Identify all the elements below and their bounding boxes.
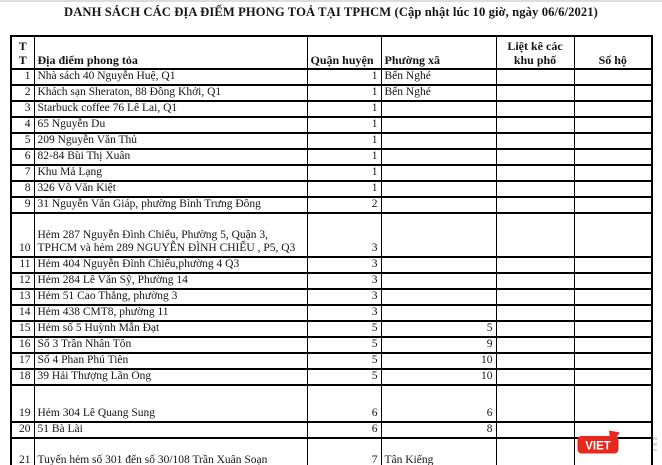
cell-ward: Bến Nghé	[381, 69, 496, 85]
cell-tt: 17	[11, 353, 34, 369]
table-row	[11, 369, 652, 385]
table-row	[11, 101, 652, 117]
cell-ward: 10	[381, 353, 496, 369]
table-row	[11, 305, 652, 321]
scan-artifact-right	[653, 437, 657, 451]
cell-households	[574, 197, 652, 213]
cell-ward	[381, 257, 496, 273]
cell-district: 3	[307, 273, 381, 289]
header-blocks: Liệt kê các khu phố	[496, 36, 574, 69]
cell-tt: 6	[11, 149, 34, 165]
cell-location: 51 Bà Lài	[34, 422, 307, 438]
cell-tt: 20	[11, 422, 34, 438]
cell-tt: 5	[11, 133, 34, 149]
table-row	[11, 85, 652, 101]
cell-ward: 10	[381, 369, 496, 385]
cell-households	[574, 273, 652, 289]
cell-district: 6	[307, 422, 381, 438]
viet-logo-text: VIET	[585, 440, 611, 453]
cell-district: 1	[307, 133, 381, 149]
cell-ward	[381, 165, 496, 181]
cell-blocks	[496, 422, 574, 438]
cell-location: 82-84 Bùi Thị Xuân	[34, 149, 307, 165]
cell-blocks	[496, 257, 574, 273]
cell-location: Hẻm 404 Nguyễn Đình Chiểu,phường 4 Q3	[34, 257, 307, 273]
cell-ward	[381, 305, 496, 321]
lockdown-locations-table	[10, 35, 653, 465]
table-row	[11, 385, 652, 422]
cell-district: 5	[307, 369, 381, 385]
cell-households	[574, 321, 652, 337]
cell-location: 65 Nguyễn Du	[34, 117, 307, 133]
header-location: Địa điểm phong tỏa	[34, 36, 307, 69]
cell-district: 3	[307, 305, 381, 321]
viet-logo-graphic	[577, 429, 625, 456]
cell-district: 7	[307, 438, 381, 465]
cell-households	[574, 85, 652, 101]
cell-ward: Tân Kiểng	[381, 438, 496, 465]
cell-blocks	[496, 273, 574, 289]
table-row	[11, 321, 652, 337]
cell-tt: 11	[11, 257, 34, 273]
cell-ward: 8	[381, 422, 496, 438]
cell-location: 39 Hải Thượng Lãn Ông	[34, 369, 307, 385]
cell-ward: 5	[381, 321, 496, 337]
cell-district: 1	[307, 181, 381, 197]
cell-tt: 8	[11, 181, 34, 197]
cell-ward	[381, 181, 496, 197]
cell-tt: 4	[11, 117, 34, 133]
table-row	[11, 197, 652, 213]
header-row	[11, 36, 652, 69]
cell-blocks	[496, 117, 574, 133]
cell-district: 3	[307, 257, 381, 273]
cell-blocks	[496, 133, 574, 149]
cell-households	[574, 165, 652, 181]
cell-tt: 2	[11, 85, 34, 101]
cell-households	[574, 305, 652, 321]
table-row	[11, 149, 652, 165]
cell-ward	[381, 117, 496, 133]
table-header	[11, 36, 652, 69]
cell-households	[574, 181, 652, 197]
cell-blocks	[496, 213, 574, 257]
cell-households	[574, 337, 652, 353]
cell-district: 1	[307, 85, 381, 101]
header-tt: TT	[11, 36, 34, 69]
cell-ward	[381, 213, 496, 257]
table-row	[11, 69, 652, 85]
cell-location: 326 Võ Văn Kiệt	[34, 181, 307, 197]
table-row	[11, 165, 652, 181]
table-body	[11, 69, 652, 465]
cell-district: 1	[307, 69, 381, 85]
cell-blocks	[496, 385, 574, 422]
table-row	[11, 181, 652, 197]
cell-households	[574, 385, 652, 422]
cell-ward	[381, 197, 496, 213]
cell-tt: 10	[11, 213, 34, 257]
table-row	[11, 422, 652, 438]
cell-location: Khu Mả Lạng	[34, 165, 307, 181]
cell-households	[574, 353, 652, 369]
cell-location: Khách sạn Sheraton, 88 Đồng Khởi, Q1	[34, 85, 307, 101]
cell-ward	[381, 133, 496, 149]
table-row	[11, 257, 652, 273]
cell-tt: 19	[11, 385, 34, 422]
cell-tt: 15	[11, 321, 34, 337]
cell-location: Starbuck coffee 76 Lê Lai, Q1	[34, 101, 307, 117]
cell-households	[574, 133, 652, 149]
cell-ward	[381, 101, 496, 117]
header-ward: Phường xã	[381, 36, 496, 69]
cell-district: 2	[307, 197, 381, 213]
cell-blocks	[496, 289, 574, 305]
cell-households	[574, 101, 652, 117]
cell-households	[574, 369, 652, 385]
cell-tt: 3	[11, 101, 34, 117]
table-row	[11, 353, 652, 369]
cell-location: 31 Nguyễn Văn Giáp, phường Bình Trưng Đông	[34, 197, 307, 213]
cell-ward: Bến Nghé	[381, 85, 496, 101]
page-title: DANH SÁCH CÁC ĐỊA ĐIỂM PHONG TOẢ TẠI TPHCM (Cập nhật lúc 10 giờ, ngày 06/6/2021)	[64, 5, 598, 19]
cell-district: 3	[307, 289, 381, 305]
cell-location: Hẻm 51 Cao Thắng, phường 3	[34, 289, 307, 305]
cell-district: 1	[307, 101, 381, 117]
cell-location: Hẻm 284 Lê Văn Sỹ, Phường 14	[34, 273, 307, 289]
cell-location: Hẻm 304 Lê Quang Sung	[34, 385, 307, 422]
cell-blocks	[496, 85, 574, 101]
cell-location: Hẻm 438 CMT8, phường 11	[34, 305, 307, 321]
cell-blocks	[496, 101, 574, 117]
header-district: Quận huyện	[307, 36, 381, 69]
cell-location: Tuyến hẻm số 301 đến số 30/108 Trần Xuân Soạn	[34, 438, 307, 465]
cell-ward	[381, 273, 496, 289]
cell-tt: 14	[11, 305, 34, 321]
table-row	[11, 213, 652, 257]
cell-blocks	[496, 438, 574, 465]
cell-blocks	[496, 149, 574, 165]
cell-blocks	[496, 321, 574, 337]
viet-logo	[577, 429, 625, 456]
header-households: Số hộ	[574, 36, 652, 69]
cell-tt: 21	[11, 438, 34, 465]
cell-district: 6	[307, 385, 381, 422]
cell-ward	[381, 289, 496, 305]
cell-households	[574, 257, 652, 273]
table-row	[11, 337, 652, 353]
cell-blocks	[496, 69, 574, 85]
cell-blocks	[496, 197, 574, 213]
cell-tt: 1	[11, 69, 34, 85]
cell-district: 5	[307, 337, 381, 353]
cell-location: Hẻm 287 Nguyễn Đình Chiểu, Phường 5, Quận 3, TPHCM và hẻm 289 NGUYỄN ĐÌNH CHIỂU , P5, Q3	[34, 213, 307, 257]
cell-households	[574, 213, 652, 257]
cell-location: Số 4 Phan Phú Tiên	[34, 353, 307, 369]
cell-ward: 9	[381, 337, 496, 353]
cell-tt: 7	[11, 165, 34, 181]
cell-location: Số 3 Trần Nhân Tôn	[34, 337, 307, 353]
cell-district: 1	[307, 117, 381, 133]
cell-blocks	[496, 353, 574, 369]
cell-tt: 16	[11, 337, 34, 353]
cell-district: 3	[307, 213, 381, 257]
cell-blocks	[496, 337, 574, 353]
cell-blocks	[496, 165, 574, 181]
cell-blocks	[496, 305, 574, 321]
cell-tt: 13	[11, 289, 34, 305]
cell-households	[574, 149, 652, 165]
table-row	[11, 117, 652, 133]
cell-households	[574, 289, 652, 305]
cell-blocks	[496, 181, 574, 197]
cell-tt: 18	[11, 369, 34, 385]
cell-ward	[381, 149, 496, 165]
cell-location: 209 Nguyễn Văn Thủ	[34, 133, 307, 149]
cell-households	[574, 69, 652, 85]
table-row	[11, 289, 652, 305]
table-row	[11, 273, 652, 289]
cell-blocks	[496, 369, 574, 385]
table-row	[11, 438, 652, 465]
cell-location: Hẻm số 5 Huỳnh Mẫn Đạt	[34, 321, 307, 337]
cell-tt: 9	[11, 197, 34, 213]
cell-district: 1	[307, 149, 381, 165]
cell-tt: 12	[11, 273, 34, 289]
cell-district: 1	[307, 165, 381, 181]
cell-district: 5	[307, 353, 381, 369]
cell-district: 5	[307, 321, 381, 337]
scan-artifact-top	[0, 0, 662, 2]
cell-ward: 6	[381, 385, 496, 422]
table-row	[11, 133, 652, 149]
cell-location: Nhà sách 40 Nguyễn Huệ, Q1	[34, 69, 307, 85]
cell-households	[574, 117, 652, 133]
